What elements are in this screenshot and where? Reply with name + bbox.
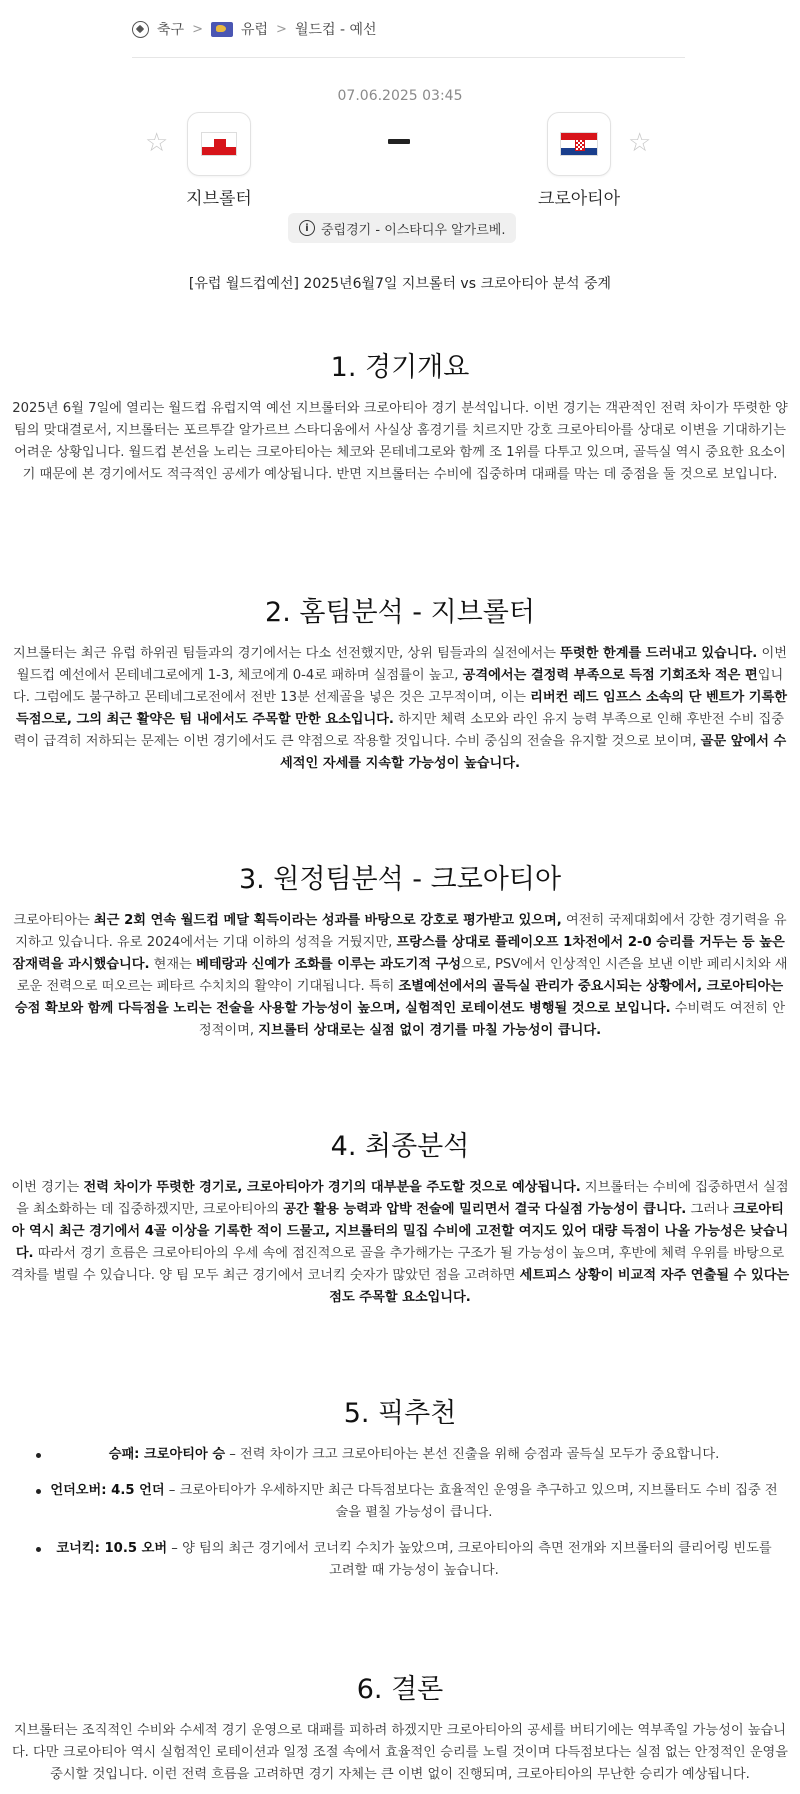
venue-label: 중립경기 - 이스타디우 알가르베. xyxy=(321,222,506,238)
breadcrumb xyxy=(132,18,377,40)
section-final-analysis xyxy=(10,1124,790,1309)
header-divider xyxy=(132,57,685,58)
article-subtitle: [유럽 월드컵예선] 2025년6월7일 지브롤터 vs 크로아티아 분석 중계 xyxy=(188,276,612,292)
picks-list xyxy=(10,1444,790,1582)
section-title: 4. 최종분석 xyxy=(330,1131,470,1162)
body-text: 크로아티아는 xyxy=(13,913,95,928)
section-body xyxy=(10,1177,790,1309)
body-text: 지브롤터는 조직적인 수비와 수세적 경기 운영으로 대패를 피하려 하겠지만 크로아티아의 공세를 버티기에는 역부족일 가능성이 높습니다. 다만 크로아티아 역시 실험적인 로테이션과 일정 조절 속에서 효율적인 승리를 노릴 것이며 다득점보다는 실점 없는 안정적인 운영을 중시할 것입니다. 이런 전력 흐름을 고려하면 경기 자체는 큰 이변 없이 진행되며, 크로아티아의 무난한 승리가 예상됩니다. xyxy=(11,1723,789,1782)
away-team-name[interactable]: 크로아티아 xyxy=(537,189,621,209)
body-text: 이번 월드컵 예선에서 몬테네그로에게 1-3, 체코에게 0-4로 패하며 실점률이 높고, xyxy=(16,646,787,683)
breadcrumb-worldcup-qualifiers[interactable] xyxy=(295,19,377,39)
breadcrumb-label: 월드컵 - 예선 xyxy=(294,22,377,38)
pick-label: 코너킥: 10.5 오버 xyxy=(56,1541,168,1556)
section-body xyxy=(10,643,790,775)
body-text: 지브롤터는 최근 유럽 하위권 팀들과의 경기에서는 다소 선전했지만, 상위 팀들과의 실전에서는 xyxy=(13,646,561,661)
breadcrumb-label: 축구 xyxy=(157,22,185,38)
body-text: 수비력도 여전히 안정적이며, xyxy=(198,1001,786,1038)
breadcrumb-label: 유럽 xyxy=(240,22,269,38)
body-text: 따라서 경기 흐름은 크로아티아의 우세 속에 점진적으로 골을 추가해가는 구조가 될 가능성이 높으며, 후반에 체력 우위를 바탕으로 격차를 벌릴 수 있습니다. 양 팀 모두 최근 경기에서 코너킥 숫자가 많았던 점을 고려하면 xyxy=(10,1246,785,1283)
section-title: 1. 경기개요 xyxy=(330,352,470,383)
emphasis-text: 크로아티아 역시 최근 경기에서 4골 이상을 기록한 적이 드물고, 지브롤터의 밀집 수비에 고전할 여지도 있어 대량 득점이 나올 가능성은 낮습니다. xyxy=(11,1202,789,1261)
body-text: 그러나 xyxy=(686,1202,733,1217)
section-title: 6. 결론 xyxy=(356,1674,444,1705)
section-body xyxy=(10,398,790,486)
body-text: 여전히 국제대회에서 강한 경기력을 유지하고 있습니다. 유로 2024에서는 기대 이하의 성적을 거뒀지만, xyxy=(15,913,787,950)
breadcrumb-soccer[interactable] xyxy=(132,19,184,39)
section-title: 5. 픽추천 xyxy=(343,1398,457,1429)
away-team-logo[interactable] xyxy=(547,112,611,176)
breadcrumb-europe[interactable] xyxy=(211,19,268,39)
emphasis-text: 뚜렷한 한계를 드러내고 있습니다. xyxy=(560,646,758,661)
section-title: 2. 홈팀분석 - 지브롤터 xyxy=(265,597,535,628)
venue-badge xyxy=(288,213,516,243)
home-team-logo[interactable] xyxy=(187,112,251,176)
section-body xyxy=(10,910,790,1042)
europe-flag-icon xyxy=(211,22,233,37)
pick-text: – 양 팀의 최근 경기에서 코너킥 수치가 높았으며, 크로아티아의 측면 전개와 지브롤터의 클리어링 빈도를 고려할 때 가능성이 높습니다. xyxy=(167,1541,772,1578)
score-dash xyxy=(388,139,410,144)
section-away-analysis xyxy=(10,857,790,1042)
section-body xyxy=(10,1720,790,1786)
body-text: 입니다. 그럼에도 불구하고 몬테네그로전에서 전반 13분 선제골을 넣은 것은 고무적이며, 이는 xyxy=(12,668,784,705)
body-text: 이번 경기는 xyxy=(11,1180,84,1195)
emphasis-text: 세트피스 상황이 비교적 자주 연출될 수 있다는 점도 주목할 요소입니다. xyxy=(329,1268,790,1305)
favorite-away-star-icon[interactable]: ☆ xyxy=(628,128,652,158)
section-title: 3. 원정팀분석 - 크로아티아 xyxy=(238,864,562,895)
emphasis-text: 전력 차이가 뚜렷한 경기로, 크로아티아가 경기의 대부분을 주도할 것으로 예상됩니다. xyxy=(83,1180,581,1195)
section-overview xyxy=(10,345,790,486)
body-text: 현재는 xyxy=(149,957,197,972)
body-text: 지브롤터는 수비에 집중하면서 실점을 최소화하는 데 집중하겠지만, 크로아티아의 xyxy=(16,1180,789,1217)
list-item xyxy=(10,1480,790,1524)
pick-text: – 전력 차이가 크고 크로아티아는 본선 진출을 위해 승점과 골득실 모두가 중요합니다. xyxy=(225,1447,720,1462)
emphasis-text: 조별예선에서의 골득실 관리가 중요시되는 상황에서, 크로아티아는 승점 확보와 함께 다득점을 노리는 전술을 사용할 가능성이 높으며, 실험적인 로테이션도 병행될 것으로 보입니다. xyxy=(14,979,784,1016)
section-home-analysis xyxy=(10,590,790,775)
pick-label: 승패: 크로아티아 승 xyxy=(108,1447,226,1462)
emphasis-text: 골문 앞에서 수세적인 자세를 지속할 가능성이 높습니다. xyxy=(280,734,787,771)
chevron-right-icon: > xyxy=(192,21,203,37)
pick-text: – 크로아티아가 우세하지만 최근 다득점보다는 효율적인 운영을 추구하고 있으며, 지브롤터도 수비 집중 전술을 펼칠 가능성이 큽니다. xyxy=(164,1483,778,1520)
emphasis-text: 리버컨 레드 임프스 소속의 단 벤트가 기록한 득점으로, 그의 최근 활약은 팀 내에서도 주목할 만한 요소입니다. xyxy=(15,690,787,727)
emphasis-text: 베테랑과 신예가 조화를 이루는 과도기적 구성 xyxy=(196,957,462,972)
emphasis-text: 공격에서는 결정력 부족으로 득점 기회조차 적은 편 xyxy=(462,668,758,683)
emphasis-text: 최근 2회 연속 월드컵 메달 획득이라는 성과를 바탕으로 강호로 평가받고 있으며, xyxy=(94,913,562,928)
home-team-name[interactable]: 지브롤터 xyxy=(186,189,252,209)
emphasis-text: 공간 활용 능력과 압박 전술에 밀리면서 결국 다실점 가능성이 큽니다. xyxy=(283,1202,687,1217)
body-text: 하지만 체력 소모와 라인 유지 능력 부족으로 인해 후반전 수비 집중력이 급격히 저하되는 문제는 이번 경기에서도 큰 약점으로 작용할 것입니다. 수비 중심의 전술을 유지할 것으로 보이며, xyxy=(13,712,785,749)
pick-label: 언더오버: 4.5 언더 xyxy=(50,1483,165,1498)
gibraltar-flag-icon xyxy=(201,132,237,156)
body-text: 2025년 6월 7일에 열리는 월드컵 유럽지역 예선 지브롤터와 크로아티아 경기 분석입니다. 이번 경기는 객관적인 전력 차이가 뚜렷한 양 팀의 맞대결로서, 지브롤터는 포르투갈 알가르브 스타디움에서 사실상 홈경기를 치르지만 강호 크로아티아를 상대로 이변을 기대하기는 어려운 상황입니다. 월드컵 본선을 노리는 크로아티아는 체코와 몬테네그로와 함께 조 1위를 다투고 있으며, 골득실 역시 중요한 요소이기 때문에 본 경기에서도 적극적인 공세가 예상됩니다. 반면 지브롤터는 수비에 집중하며 대패를 막는 데 중점을 둘 것으로 보입니다. xyxy=(12,401,788,482)
chevron-right-icon: > xyxy=(276,21,287,37)
section-conclusion xyxy=(10,1667,790,1786)
croatia-flag-icon xyxy=(560,132,598,156)
emphasis-text: 지브롤터 상대로는 실점 없이 경기를 마칠 가능성이 큽니다. xyxy=(258,1023,602,1038)
emphasis-text: 프랑스를 상대로 플레이오프 1차전에서 2-0 승리를 거두는 등 높은 잠재력을 과시했습니다. xyxy=(12,935,785,972)
list-item xyxy=(10,1444,790,1466)
section-picks xyxy=(10,1391,790,1596)
list-item xyxy=(10,1538,790,1582)
match-date: 07.06.2025 03:45 xyxy=(337,88,463,104)
soccer-ball-icon xyxy=(132,21,149,38)
favorite-home-star-icon[interactable]: ☆ xyxy=(145,128,169,158)
info-icon: i xyxy=(299,220,315,236)
body-text: 으로, PSV에서 인상적인 시즌을 보낸 이반 페리시치와 새로운 전력으로 떠오르는 페타르 수치치의 활약이 기대됩니다. 특히 xyxy=(16,957,788,994)
